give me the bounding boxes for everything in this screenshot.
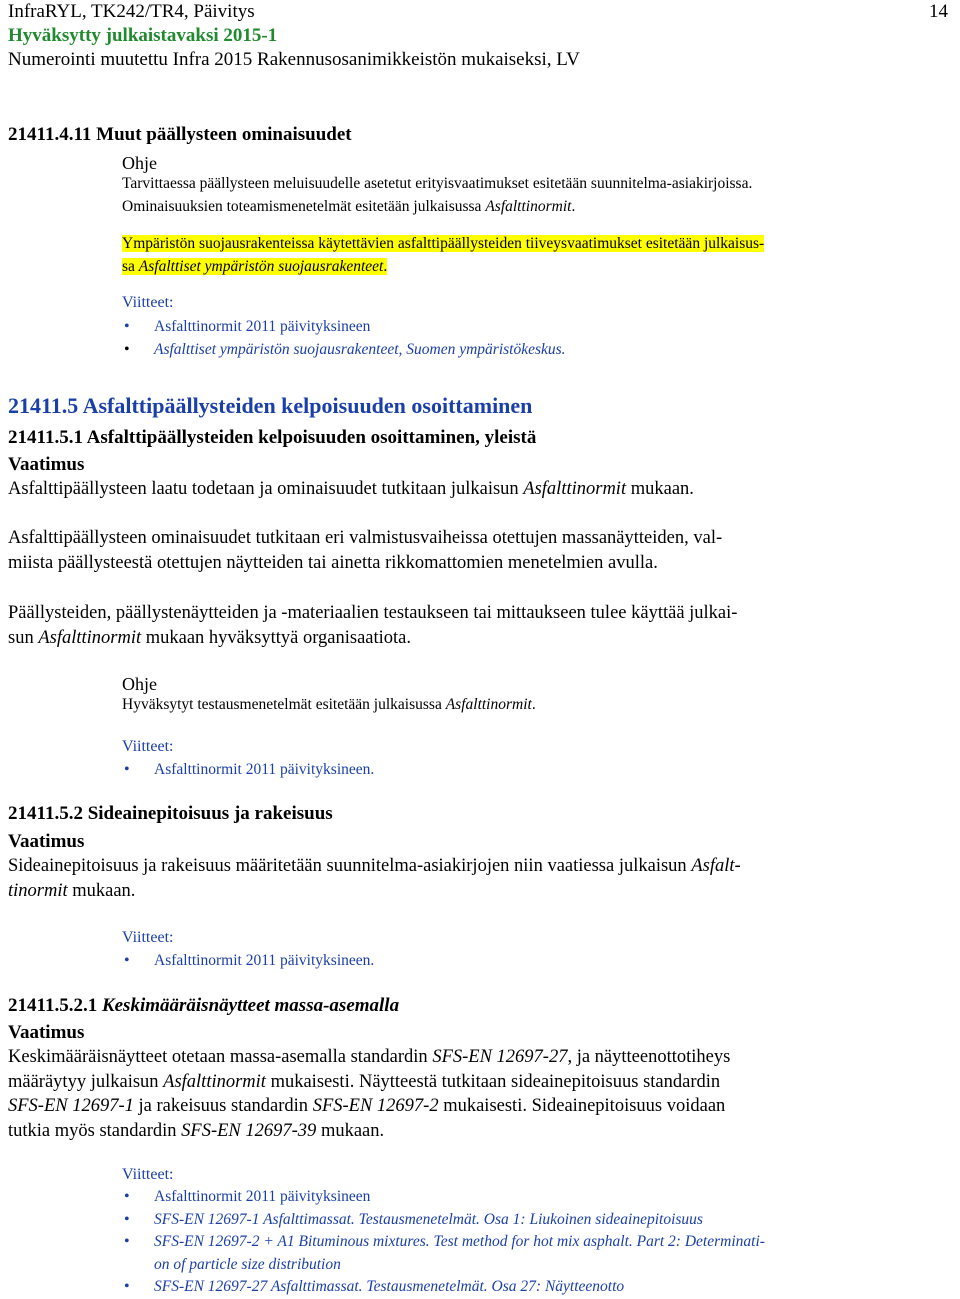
paragraph-line bbox=[8, 1070, 730, 1095]
ohje-line-1: Tarvittaessa päällysteen meluisuudelle asetetut erityisvaatimukset esitetään suunnitelma-asiakirjoissa. bbox=[122, 175, 753, 192]
reference-item bbox=[122, 1231, 882, 1276]
text-run-italic: Asfalttinormit bbox=[523, 479, 627, 499]
heading-21411-5: 21411.5 Asfalttipäällysteiden kelpoisuuden osoittaminen bbox=[8, 393, 533, 418]
text-run: mukaan. bbox=[316, 1120, 385, 1141]
paragraph-line bbox=[8, 626, 737, 651]
text-run-italic: SFS-EN 12697-27 bbox=[432, 1047, 568, 1067]
heading-21411-5-1: 21411.5.1 Asfalttipäällysteiden kelpoisuuden osoittaminen, yleistä bbox=[8, 427, 537, 448]
heading-21411-4-11: 21411.4.11 Muut päällysteen ominaisuudet bbox=[8, 124, 352, 145]
text-run: tutkia myös standardin bbox=[8, 1120, 182, 1141]
header-line-2: Hyväksytty julkaistavaksi 2015-1 bbox=[8, 25, 278, 46]
reference-item: • Asfalttinormit 2011 päivityksineen bbox=[122, 1186, 882, 1209]
text-run-italic: Asfalt- bbox=[691, 856, 741, 876]
text-run: mukaan. bbox=[626, 479, 694, 499]
text-run-italic: SFS-EN 12697-2 + A1 Bituminous mixtures. Test method for hot mix asphalt. Part 2: Determinati- bbox=[154, 1233, 765, 1250]
highlighted-note bbox=[122, 232, 764, 278]
reference-list bbox=[122, 759, 882, 782]
text-run-italic: SFS-EN 12697-1 Asfalttimassat. Testausmenetelmät. Osa 1: Liukoinen sideainepitoisuus bbox=[154, 1210, 703, 1228]
text-run: määräytyy julkaisun bbox=[8, 1071, 164, 1092]
text-run-italic: Keskimääräisnäytteet massa-asemalla bbox=[101, 995, 400, 1016]
ohje-text bbox=[122, 172, 752, 218]
reference-item bbox=[122, 1276, 882, 1299]
paragraph bbox=[8, 601, 737, 650]
text-run: , ja näytteenottotiheys bbox=[567, 1047, 731, 1067]
heading-21411-5-2-1 bbox=[8, 994, 399, 1018]
reference-item: • Asfalttinormit 2011 päivityksineen bbox=[122, 316, 882, 339]
reference-list bbox=[122, 316, 882, 361]
highlight-line-1: Ympäristön suojausrakenteissa käytettävien asfalttipäällysteiden tiiveysvaatimukset esitetään julkaisus- bbox=[122, 235, 765, 252]
vaatimus-label: Vaatimus bbox=[8, 831, 85, 852]
text-run: Hyväksytyt testausmenetelmät esitetään julkaisussa bbox=[122, 696, 446, 713]
reference-list bbox=[122, 1186, 882, 1299]
viitteet-label: Viitteet: bbox=[122, 929, 174, 946]
paragraph-line: Asfalttipäällysteen ominaisuudet tutkitaan eri valmistusvaiheissa otettujen massanäytteiden, val- bbox=[8, 528, 723, 548]
text-run-italic: Asfalttiset ympäristön suojausrakenteet, Suomen ympäristökeskus. bbox=[154, 340, 566, 358]
text-run-italic: SFS-EN 12697-39 bbox=[181, 1120, 317, 1141]
paragraph-line bbox=[8, 1119, 730, 1144]
header-line-3: Numerointi muutettu Infra 2015 Rakennusosanimikkeistön mukaiseksi, LV bbox=[8, 49, 580, 70]
paragraph-line bbox=[8, 1094, 730, 1119]
viitteet-label: Viitteet: bbox=[122, 738, 174, 755]
viitteet-label: Viitteet: bbox=[122, 1166, 174, 1183]
text-run: 21411.5.2.1 bbox=[8, 995, 102, 1016]
text-run-italic: SFS-EN 12697-2 bbox=[312, 1096, 439, 1116]
reference-list bbox=[122, 950, 882, 973]
text-run: mukaisesti. Näytteestä tutkitaan sideainepitoisuus standardin bbox=[265, 1071, 721, 1092]
text-run: mukaisesti. Sideainepitoisuus voidaan bbox=[438, 1096, 726, 1116]
ohje-text bbox=[122, 693, 536, 716]
text-run-italic: Asfalttinormit bbox=[485, 198, 572, 215]
vaatimus-label: Vaatimus bbox=[8, 454, 85, 475]
paragraph bbox=[8, 477, 694, 502]
text-run: sun bbox=[8, 627, 39, 648]
paragraph bbox=[8, 854, 741, 903]
reference-item bbox=[122, 339, 882, 362]
highlight-line-2 bbox=[122, 258, 387, 275]
ohje-label: Ohje bbox=[122, 153, 157, 173]
text-run: . bbox=[531, 696, 536, 713]
ohje-line-2 bbox=[122, 195, 752, 218]
text-run-italic: Asfalttinormit bbox=[445, 696, 532, 713]
paragraph-line: miista päällysteestä otettujen näytteiden tai ainetta rikkomattomien menetelmien avulla. bbox=[8, 552, 658, 573]
text-run: ja rakeisuus standardin bbox=[133, 1096, 313, 1116]
paragraph-line: Päällysteiden, päällystenäytteiden ja -materiaalien testaukseen tai mittaukseen tulee käyttää julkai- bbox=[8, 603, 738, 623]
text-run-italic: Asfalttinormit bbox=[163, 1071, 266, 1092]
page-number: 14 bbox=[929, 1, 948, 22]
paragraph bbox=[8, 526, 722, 575]
text-run-italic: tinormit bbox=[8, 880, 68, 901]
reference-item bbox=[122, 1209, 882, 1232]
page-header bbox=[8, 0, 580, 72]
paragraph bbox=[8, 1045, 730, 1143]
vaatimus-label: Vaatimus bbox=[8, 1022, 85, 1043]
text-run-italic: SFS-EN 12697-27 Asfalttimassat. Testausmenetelmät. Osa 27: Näytteenotto bbox=[154, 1278, 625, 1295]
ohje-label: Ohje bbox=[122, 674, 157, 694]
text-run: sa bbox=[122, 258, 139, 275]
reference-item: • Asfalttinormit 2011 päivityksineen. bbox=[122, 759, 882, 782]
text-run-italic: on of particle size distribution bbox=[154, 1255, 341, 1273]
text-run: . bbox=[383, 258, 388, 275]
text-run: mukaan. bbox=[67, 880, 136, 901]
text-run-italic: SFS-EN 12697-1 bbox=[8, 1096, 134, 1116]
text-run-italic: Asfalttiset ympäristön suojausrakenteet bbox=[138, 258, 384, 275]
text-run: mukaan hyväksyttyä organisaatiota. bbox=[141, 627, 412, 648]
text-run: . bbox=[571, 198, 576, 215]
paragraph-line bbox=[8, 879, 741, 904]
text-run: Asfalttipäällysteen laatu todetaan ja ominaisuudet tutkitaan julkaisun bbox=[8, 479, 524, 499]
header-line-1: InfraRYL, TK242/TR4, Päivitys bbox=[8, 1, 255, 22]
paragraph-line bbox=[8, 854, 741, 879]
reference-item: • Asfalttinormit 2011 päivityksineen. bbox=[122, 950, 882, 973]
viitteet-label: Viitteet: bbox=[122, 294, 174, 311]
paragraph-line bbox=[8, 1045, 730, 1070]
heading-21411-5-2: 21411.5.2 Sideainepitoisuus ja rakeisuus bbox=[8, 803, 333, 824]
text-run: Sideainepitoisuus ja rakeisuus määritetään suunnitelma-asiakirjojen niin vaatiessa julkaisun bbox=[8, 856, 692, 876]
text-run: Ominaisuuksien toteamismenetelmät esitetään julkaisussa bbox=[122, 198, 486, 215]
text-run: Keskimääräisnäytteet otetaan massa-asemalla standardin bbox=[8, 1047, 433, 1067]
text-run-italic: Asfalttinormit bbox=[38, 627, 142, 648]
